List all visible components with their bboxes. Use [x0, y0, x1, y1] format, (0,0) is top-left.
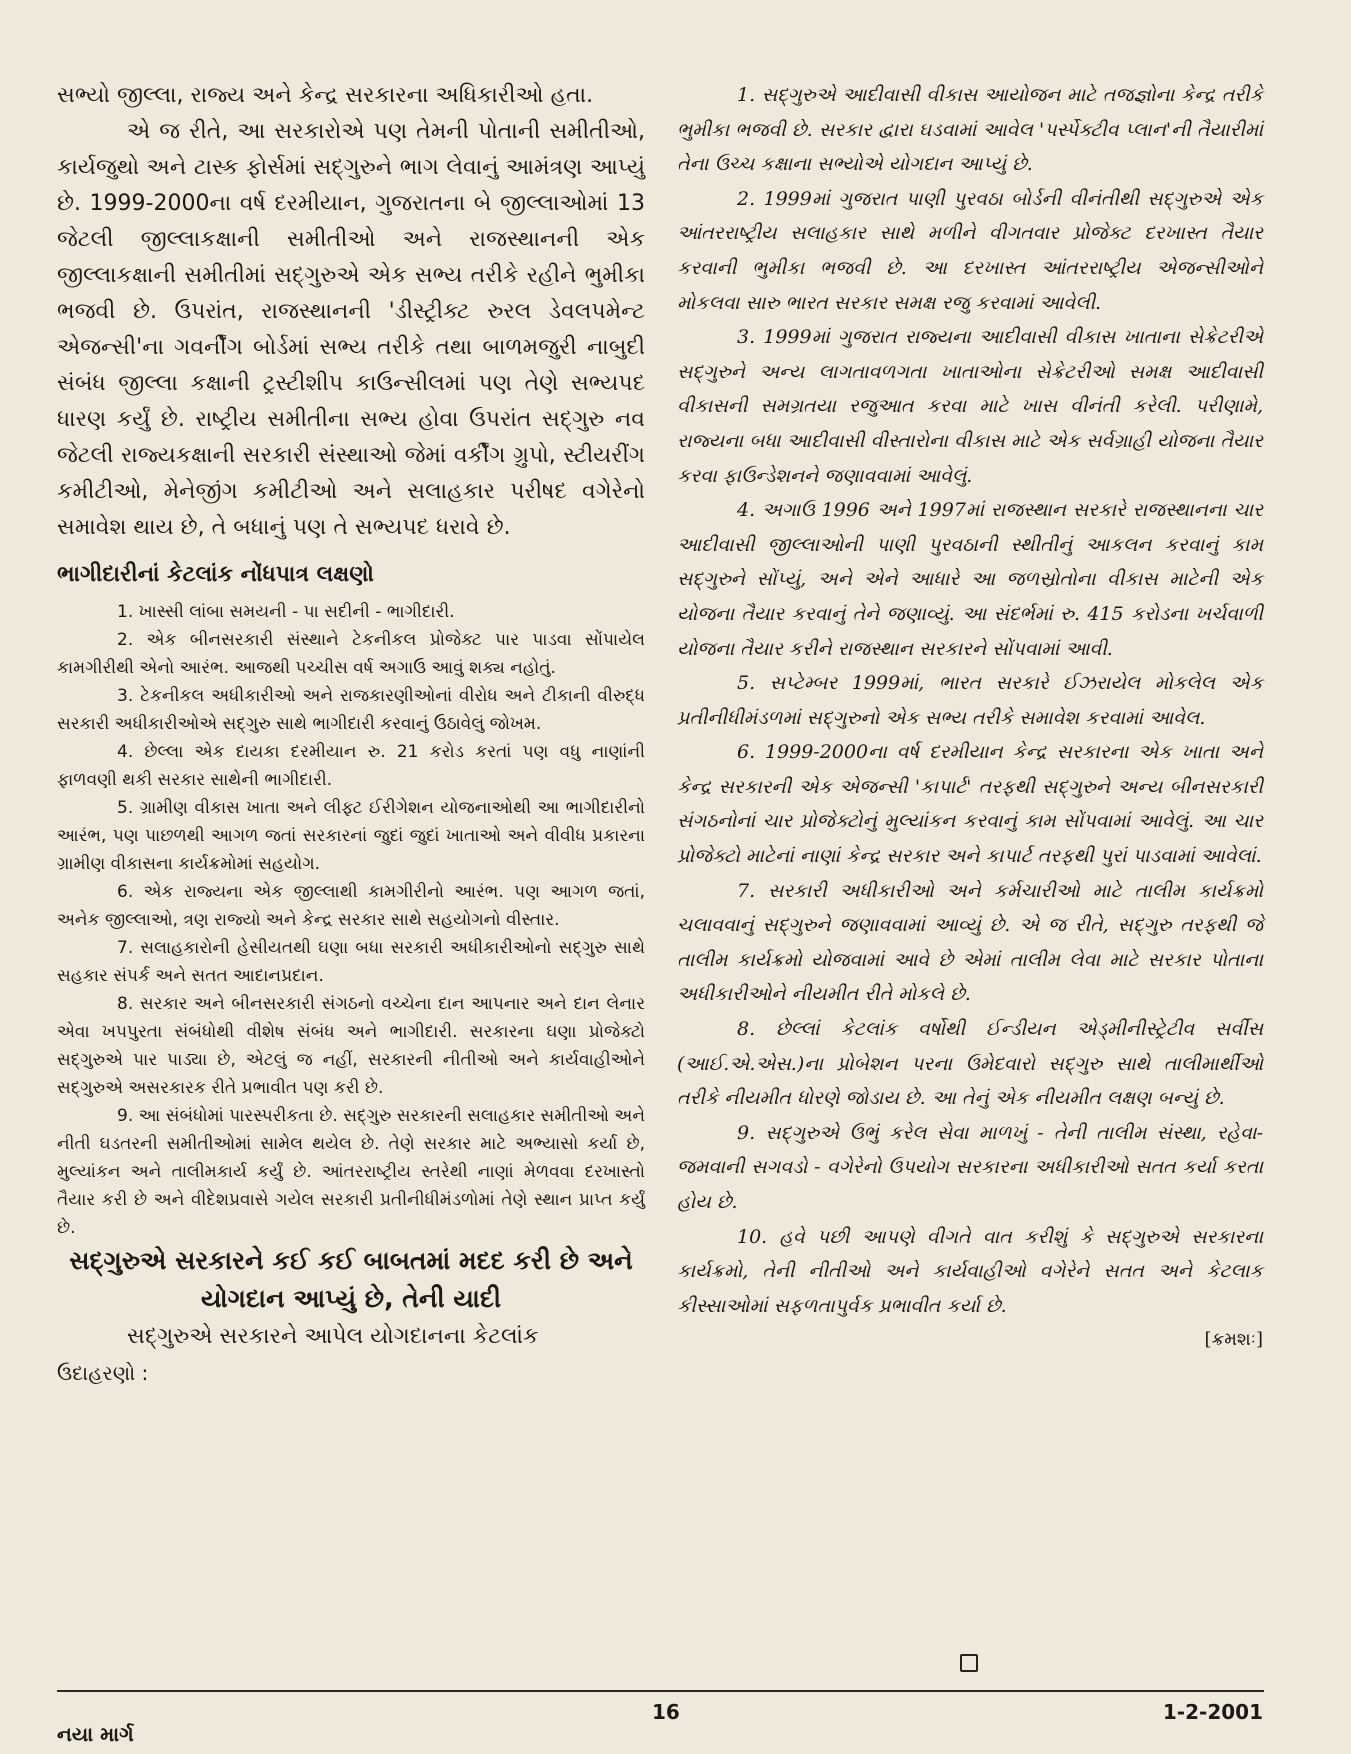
magazine-name: નયા માર્ગ	[57, 1722, 134, 1746]
to-be-continued: [ક્રમશઃ]	[1204, 1329, 1263, 1351]
contribution-item: 9. સદ્ગુરુએ ઉભું કરેલ સેવા માળખું - તેની તાલીમ સંસ્થા, રહેવા-જમવાની સગવડો - વગેરેનો ઉપયોગ સરકારના અધીકારીઓ સતત કર્યા કરતા હોય છે.	[677, 1121, 1263, 1213]
feature-item: 5. ગ્રામીણ વીકાસ ખાતા અને લીફ્ટ ઈરીગેશન યોજનાઓથી આ ભાગીદારીનો આરંભ, પણ પાછળથી આગળ જતાં સરકારનાં જુદાં જુદાં ખાતાઓ અને વીવીધ પ્રકારના ગ્રામીણ વીકાસના કાર્યક્રમોમાં સહયોગ.	[57, 798, 645, 874]
feature-item: 8. સરકાર અને બીનસરકારી સંગઠનો વચ્ચેના દાન આપનાર અને દાન લેનાર એવા ખપપુરતા સંબંધોથી વીશેષ સંબંધ અને ભાગીદારી. સરકારના ઘણા પ્રોજેક્ટો સદ્ગુરુએ પાર પાડ્યા છે, એટલું જ નહીં, સરકારની નીતીઓ અને કાર્યવાહીઓને સદ્ગુરુએ અસરકારક રીતે પ્રભાવીત પણ કરી છે.	[57, 994, 645, 1098]
issue-date: 1-2-2001	[1162, 1700, 1263, 1724]
page-number: 16	[652, 1700, 680, 1724]
contribution-item: 5. સપ્ટેમ્બર 1999માં, ભારત સરકારે ઈઝરાયેલ મોકલેલ એક પ્રતીનીધીમંડળમાં સદ્ગુરુનો એક સભ્ય તરીકે સમાવેશ કરવામાં આવેલ.	[677, 672, 1263, 729]
contributions-heading-line-2: યોગદાન આપ્યું છે, તેની યાદી	[200, 1284, 502, 1313]
feature-item: 9. આ સંબંધોમાં પારસ્પરીકતા છે. સદ્ગુરુ સરકારની સલાહકાર સમીતીઓ અને નીતી ઘડતરની સમીતીઓમાં સામેલ થયેલ છે. તેણે સરકાર માટે અભ્યાસો કર્યા છે, મુલ્યાંકન અને તાલીમકાર્ય કર્યું છે. આંતરરાષ્ટ્રીય સ્તરેથી નાણાં મેળવવા દરખાસ્તો તૈયાર કરી છે અને વીદેશપ્રવાસે ગયેલ સરકારી પ્રતીનીધીમંડળોમાં તેણે સ્થાન પ્રાપ્ત કર્યું છે.	[57, 1106, 645, 1238]
contribution-item: 6. 1999-2000ના વર્ષ દરમીયાન કેન્દ્ર સરકારના એક ખાતા અને કેન્દ્ર સરકારની એક એજન્સી 'કાપાર્ટ' તરફથી સદ્ગુરુને અન્ય બીનસરકારી સંગઠનોનાં ચાર પ્રોજેક્ટોનું મુલ્યાંકન કરવાનું કામ સોંપવામાં આવેલું. આ ચાર પ્રોજેક્ટો માટેનાં નાણાં કેન્દ્ર સરકાર અને કાપાર્ટ તરફથી પુરાં પાડવામાં આવેલાં.	[677, 741, 1263, 868]
contribution-item: 1. સદ્ગુરુએ આદીવાસી વીકાસ આયોજન માટે તજજ્ઞોના કેન્દ્ર તરીકે ભુમીકા ભજવી છે. સરકાર દ્વારા ઘડવામાં આવેલ 'પર્સ્પેક્ટીવ પ્લાન'ની તૈયારીમાં તેના ઉચ્ચ કક્ષાના સભ્યોએ યોગદાન આપ્યું છે.	[677, 84, 1263, 176]
feature-item: 3. ટેકનીકલ અધીકારીઓ અને રાજકારણીઓનાં વીરોધ અને ટીકાની વીરુદ્ધ સરકારી અધીકારીઓએ સદ્ગુરુ સાથે ભાગીદારી કરવાનું ઉઠાવેલું જોખમ.	[57, 686, 645, 734]
contributions-intro-tail: ઉદાહરણો :	[57, 1361, 149, 1385]
feature-item: 4. છેલ્લા એક દાયકા દરમીયાન રુ. 21 કરોડ કરતાં પણ વધુ નાણાંની ફાળવણી થકી સરકાર સાથેની ભાગીદારી.	[57, 742, 645, 790]
end-mark-icon	[960, 1654, 978, 1672]
section-heading: ભાગીદારીનાં કેટલાંક નોંધપાત્ર લક્ષણો	[57, 562, 374, 587]
contribution-item: 3. 1999માં ગુજરાત રાજ્યના આદીવાસી વીકાસ ખાતાના સેક્રેટરીએ સદ્ગુરુને અન્ય લાગતાવળગતા ખાતાઓના સેક્રેટરીઓ સમક્ષ આદીવાસી વીકાસની સમગ્રતયા રજુઆત કરવા માટે ખાસ વીનંતી કરેલી. પરીણામે, રાજ્યના બધા આદીવાસી વીસ્તારોના વીકાસ માટે એક સર્વગ્રાહી યોજના તૈયાર કરવા ફાઉન્ડેશનને જણાવવામાં આવેલું.	[677, 326, 1263, 487]
right-column	[677, 78, 1263, 1358]
contribution-item: 2. 1999માં ગુજરાત પાણી પુરવઠા બોર્ડની વીનંતીથી સદ્ગુરુએ એક આંતરરાષ્ટ્રીય સલાહકાર સાથે મળીને વીગતવાર પ્રોજેક્ટ દરખાસ્ત તૈયાર કરવાની ભુમીકા ભજવી છે. આ દરખાસ્ત આંતરરાષ્ટ્રીય એજન્સીઓને મોકલવા સારુ ભારત સરકાર સમક્ષ રજુ કરવામાં આવેલી.	[677, 187, 1263, 314]
feature-item: 6. એક રાજ્યના એક જીલ્લાથી કામગીરીનો આરંભ. પણ આગળ જતાં, અનેક જીલ્લાઓ, ત્રણ રાજ્યો અને કેન્દ્ર સરકાર સાથે સહયોગનો વીસ્તાર.	[57, 882, 645, 930]
features-list	[57, 598, 645, 1242]
intro-text	[57, 78, 645, 546]
footer-divider	[57, 1690, 1264, 1692]
contributions-heading-line-1: સદ્ગુરુએ સરકારને કઈ કઈ બાબતમાં મદદ કરી છે અને	[69, 1246, 633, 1275]
feature-item: 2. એક બીનસરકારી સંસ્થાને ટેકનીકલ પ્રોજેક્ટ પાર પાડવા સોંપાયેલ કામગીરીથી એનો આરંભ. આજથી પચ્ચીસ વર્ષ અગાઉ આવું શક્ય નહોતું.	[57, 630, 645, 678]
feature-item: 7. સલાહકારોની હેસીયતથી ઘણા બધા સરકારી અધીકારીઓનો સદ્ગુરુ સાથે સહકાર સંપર્ક અને સતત આદાનપ્રદાન.	[57, 938, 645, 986]
contribution-item: 4. અગાઉ 1996 અને 1997માં રાજસ્થાન સરકારે રાજસ્થાનના ચાર આદીવાસી જીલ્લાઓની પાણી પુરવઠાની સ્થીતીનું આકલન કરવાનું કામ સદ્ગુરુને સોંપ્યું, અને એને આધારે આ જળસ્રોતોના વીકાસ માટેની એક યોજના તૈયાર કરવાનું તેને જણાવ્યું. આ સંદર્ભમાં રુ. 415 કરોડના ખર્ચવાળી યોજના તૈયાર કરીને રાજસ્થાન સરકારને સોંપવામાં આવી.	[677, 499, 1263, 660]
intro-paragraph-2: એ જ રીતે, આ સરકારોએ પણ તેમની પોતાની સમીતીઓ, કાર્યજુથો અને ટાસ્ક ફોર્સમાં સદ્ગુરુને ભાગ લેવાનું આમંત્રણ આપ્યું છે. 1999-2000ના વર્ષ દરમીયાન, ગુજરાતના બે જીલ્લાઓમાં 13 જેટલી જીલ્લાકક્ષાની સમીતીઓ અને રાજસ્થાનની એક જીલ્લાકક્ષાની સમીતીમાં સદ્ગુરુએ એક સભ્ય તરીકે રહીને ભુમીકા ભજવી છે. ઉપરાંત, રાજસ્થાનની 'ડીસ્ટ્રીક્ટ રુરલ ડેવલપમેન્ટ એજન્સી'ના ગવર્નીંગ બોર્ડમાં સભ્ય તરીકે તથા બાળમજુરી નાબુદી સંબંધ જીલ્લા કક્ષાની ટ્રસ્ટીશીપ કાઉન્સીલમાં પણ તેણે સભ્યપદ ધારણ કર્યું છે. રાષ્ટ્રીય સમીતીના સભ્ય હોવા ઉપરાંત સદ્ગુરુ નવ જેટલી રાજ્યકક્ષાની સરકારી સંસ્થાઓ જેમાં વર્કીંગ ગ્રુપો, સ્ટીયરીંગ કમીટીઓ, મેનેજીંગ કમીટીઓ અને સલાહકાર પરીષદ વગેરેનો સમાવેશ થાય છે, તે બધાનું પણ તે સભ્યપદ ધરાવે છે.	[57, 119, 645, 540]
contribution-item: 8. છેલ્લાં કેટલાંક વર્ષોથી ઈન્ડીયન એડ્મીનીસ્ટ્રેટીવ સર્વીસ (આઈ.એ.એસ.)ના પ્રોબેશન પરના ઉમેદવારો સદ્ગુરુ સાથે તાલીમાર્થીઓ તરીકે નીયમીત ધોરણે જોડાય છે. આ તેનું એક નીયમીત લક્ષણ બન્યું છે.	[677, 1018, 1263, 1110]
contribution-item: 7. સરકારી અધીકારીઓ અને કર્મચારીઓ માટે તાલીમ કાર્યક્રમો ચલાવવાનું સદ્ગુરુને જણાવવામાં આવ્યું છે. એ જ રીતે, સદ્ગુરુ તરફથી જે તાલીમ કાર્યક્રમો યોજવામાં આવે છે એમાં તાલીમ લેવા માટે સરકાર પોતાના અધીકારીઓને નીયમીત રીતે મોકલે છે.	[677, 879, 1263, 1006]
contribution-item: 10. હવે પછી આપણે વીગતે વાત કરીશું કે સદ્ગુરુએ સરકારના કાર્યક્રમો, તેની નીતીઓ અને કાર્યવાહીઓ વગેરેને સતત અને કેટલાક કીસ્સાઓમાં સફળતાપુર્વક પ્રભાવીત કર્યા છે.	[677, 1225, 1263, 1317]
contributions-intro: સદ્ગુરુએ સરકારને આપેલ યોગદાનના કેટલાંક	[127, 1324, 539, 1349]
left-column	[57, 78, 645, 1390]
intro-paragraph-1: સભ્યો જીલ્લા, રાજ્ય અને કેન્દ્ર સરકારના અધિકારીઓ હતા.	[57, 83, 594, 108]
feature-item: 1. ખાસ્સી લાંબા સમયની - પા સદીની - ભાગીદારી.	[117, 602, 455, 622]
